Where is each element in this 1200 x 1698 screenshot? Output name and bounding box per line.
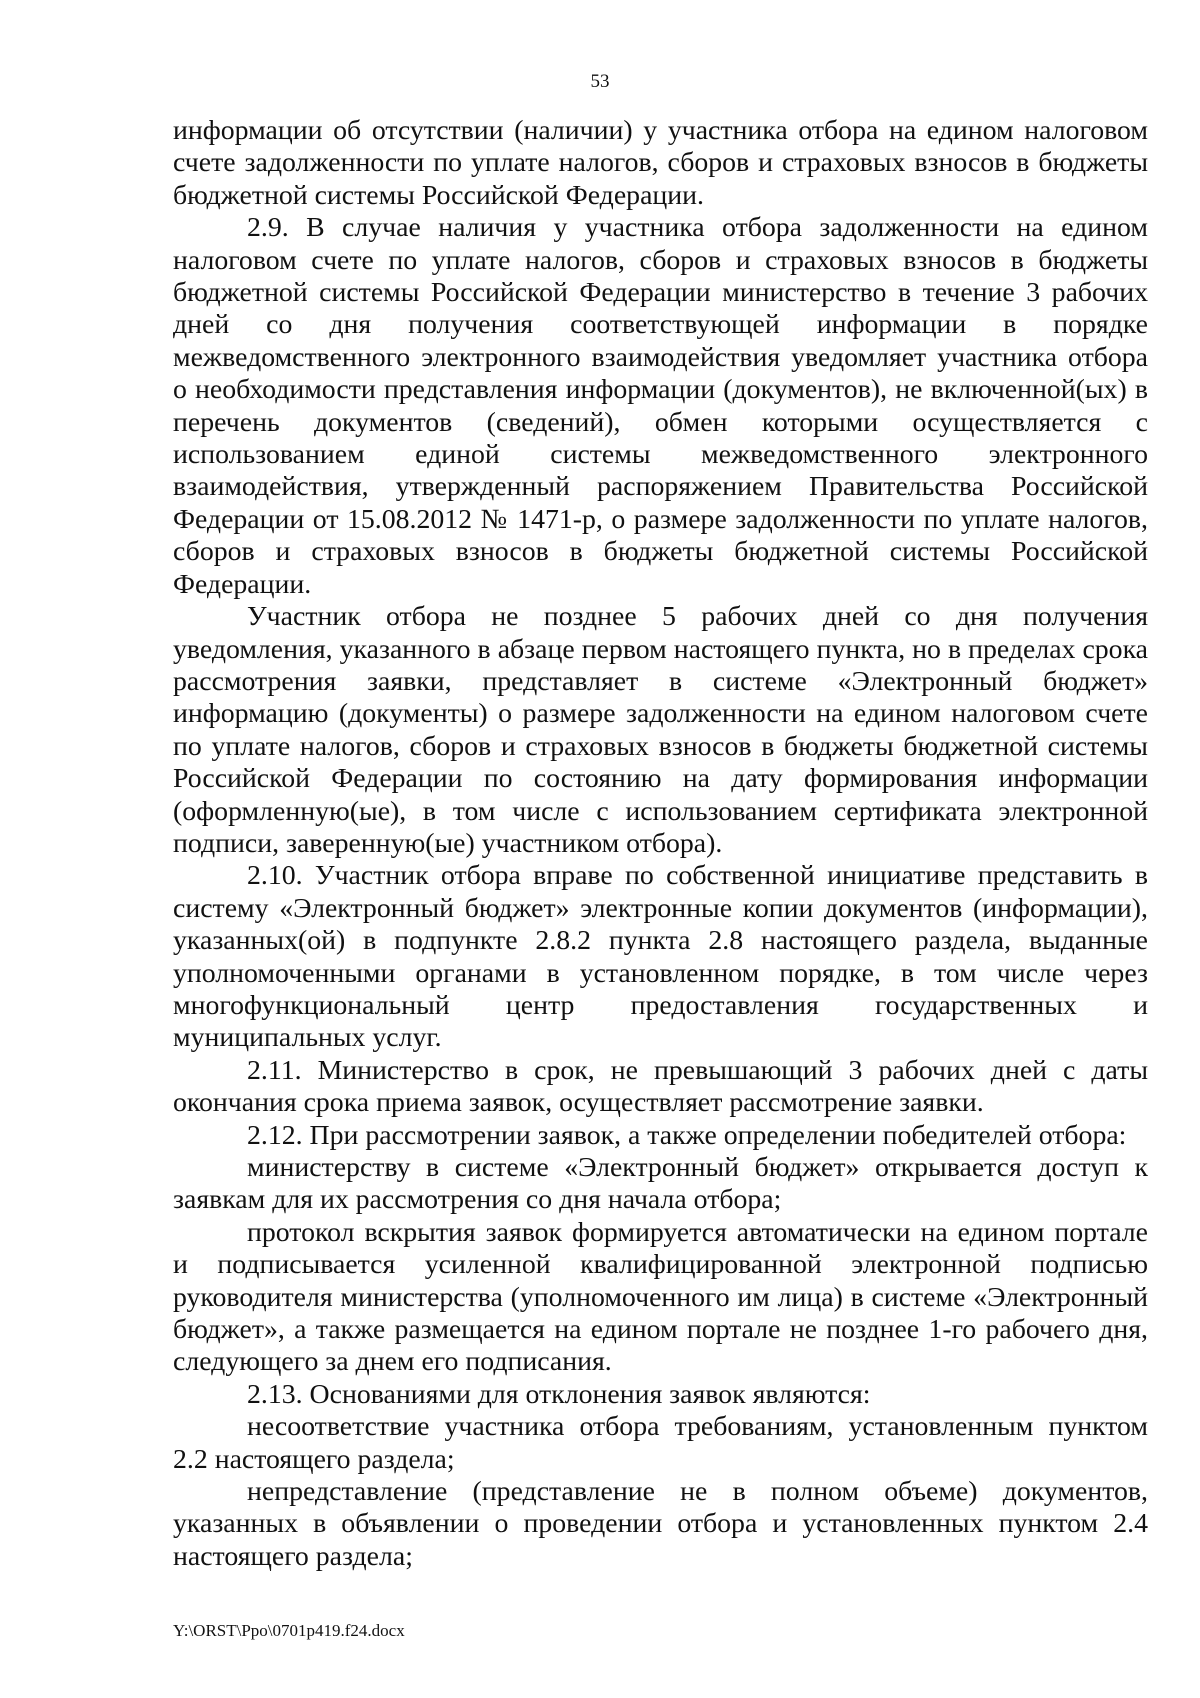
paragraph-continuation: информации об отсутствии (наличии) у участника отбора на едином налоговом счете задолженности по уплате налогов, сборов и страховых взносов в бюджеты бюджетной системы Российской Федерации. [173,115,1148,211]
paragraph-rejection-reason-2: непредставление (представление не в полном объеме) документов, указанных в объявлении о проведении отбора и установленных пунктом 2.4 настоящего раздела; [173,1476,1148,1572]
paragraph-2-11: 2.11. Министерство в срок, не превышающий 3 рабочих дней с даты окончания срока приема заявок, осуществляет рассмотрение заявки. [173,1054,1148,1119]
paragraph-2-12: 2.12. При рассмотрении заявок, а также определении победителей отбора: [247,1119,1127,1151]
paragraph-ministry-access: министерству в системе «Электронный бюджет» открывается доступ к заявкам для их рассмотрения со дня начала отбора; [173,1152,1148,1216]
paragraph-participant-deadline: Участник отбора не позднее 5 рабочих дней со дня получения уведомления, указанного в абзаце первом настоящего пункта, но в пределах срока рассмотрения заявки, представляет в системе «Электронный бюджет» информацию (документы) о размере задолженности на едином налоговом счете по уплате налогов, сборов и страховых взносов в бюджеты бюджетной системы Российской Федерации по состоянию на дату формирования информации (оформленную(ые), в том числе с использованием сертификата электронной подписи, заверенную(ые) участником отбора). [173,601,1148,859]
document-body [173,115,1148,1573]
footer-file-path: Y:\ORST\Ppo\0701p419.f24.docx [173,1621,405,1640]
paragraph-opening-protocol: протокол вскрытия заявок формируется автоматически на едином портале и подписывается усиленной квалифицированной электронной подписью руководителя министерства (уполномоченного им лица) в системе «Электронный бюджет», а также размещается на едином портале не позднее 1-го рабочего дня, следующего за днем его подписания. [173,1216,1148,1378]
paragraph-2-9: 2.9. В случае наличия у участника отбора задолженности на едином налоговом счете по уплате налогов, сборов и страховых взносов в бюджеты бюджетной системы Российской Федерации министерство в течение 3 рабочих дней со дня получения соответствующей информации в порядке межведомственного электронного взаимодействия уведомляет участника отбора о необходимости представления информации (документов), не включенной(ых) в перечень документов (сведений), обмен которыми осуществляется с использованием единой системы межведомственного электронного взаимодействия, утвержденный распоряжением Правительства Российской Федерации от 15.08.2012 № 1471-р, о размере задолженности по уплате налогов, сборов и страховых взносов в бюджеты бюджетной системы Российской Федерации. [173,212,1148,600]
page-number: 53 [590,71,610,92]
paragraph-2-10: 2.10. Участник отбора вправе по собственной инициативе представить в систему «Электронный бюджет» электронные копии документов (информации), указанных(ой) в подпункте 2.8.2 пункта 2.8 настоящего раздела, выданные уполномоченными органами в установленном порядке, в том числе через многофункциональный центр предоставления государственных и муниципальных услуг. [173,860,1148,1054]
paragraph-2-13: 2.13. Основаниями для отклонения заявок являются: [247,1378,871,1410]
paragraph-rejection-reason-1: несоответствие участника отбора требованиям, установленным пунктом 2.2 настоящего раздела; [173,1411,1148,1475]
